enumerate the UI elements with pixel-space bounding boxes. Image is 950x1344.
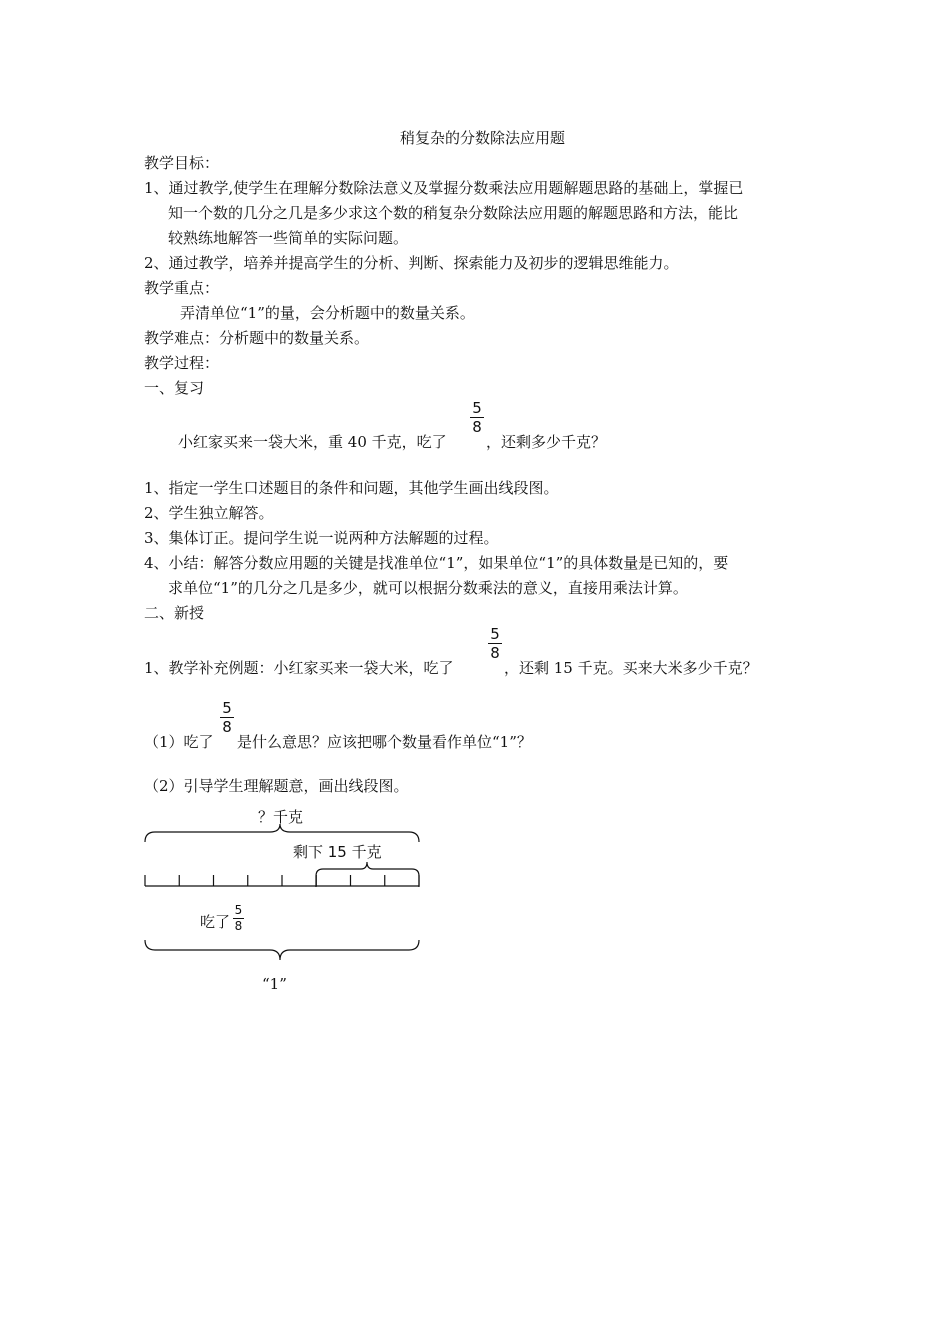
review-step-4-line-1: 4、小结：解答分数应用题的关键是找准单位“1”，如果单位“1”的具体数量是已知的，要 [144,554,729,572]
fraction-numerator: 5 [490,625,500,643]
review-step-1: 1、指定一学生口述题目的条件和问题，其他学生画出线段图。 [144,479,559,497]
example-before: 1、教学补充例题：小红家买来一袋大米，吃了 [144,659,454,677]
fraction-denominator: 8 [472,418,482,436]
diagram-total-label: ？千克 [258,808,304,826]
new-lesson-heading: 二、新授 [144,604,205,622]
review-problem-after: ，还剩多少千克？ [486,433,607,451]
question-2: （2）引导学生理解题意，画出线段图。 [144,777,409,795]
review-heading: 一、复习 [144,379,205,397]
page-title: 稍复杂的分数除法应用题 [400,129,566,147]
segment-ticks [145,875,419,886]
review-step-4-line-2: 求单位“1”的几分之几是多少，就可以根据分数乘法的意义，直接用乘法计算。 [168,579,688,597]
objective-2: 2、通过教学，培养并提高学生的分析、判断、探索能力及初步的逻辑思维能力。 [144,254,679,272]
review-problem-before: 小红家买来一袋大米，重 40 千克，吃了 [178,433,447,451]
fraction-numerator: 5 [472,399,482,417]
example-after: ，还剩 15 千克。买来大米多少千克？ [504,659,758,677]
process-heading: 教学过程： [144,354,220,372]
question-1-before: （1）吃了 [144,733,214,751]
objectives-heading: 教学目标： [144,154,220,172]
diagram-eaten-fraction [233,904,244,933]
objective-1-line-2: 知一个数的几分之几是多少求这个数的稍复杂分数除法应用题的解题思路和方法，能比 [168,204,739,222]
fraction-denominator: 8 [490,644,500,662]
objective-1-line-1: 1、通过教学,使学生在理解分数除法意义及掌握分数乘法应用题解题思路的基础上，掌握已 [144,179,744,197]
fraction-denominator: 8 [234,919,243,933]
focus-text: 弄清单位“1”的量，会分析题中的数量关系。 [180,304,475,322]
difficulty-text: 教学难点：分析题中的数量关系。 [144,329,370,347]
fraction-denominator: 8 [222,718,232,736]
diagram-whole-label: “1” [262,975,287,993]
diagram-remain-label: 剩下 15 千克 [293,843,382,861]
focus-heading: 教学重点： [144,279,220,297]
question-1-after: 是什么意思？应该把哪个数量看作单位“1”？ [237,733,532,751]
fraction-numerator: 5 [222,699,232,717]
diagram-eaten-label: 吃了 [200,913,231,931]
bottom-brace [145,940,419,960]
review-step-2: 2、学生独立解答。 [144,504,274,522]
objective-1-line-3: 较熟练地解答一些简单的实际问题。 [168,229,409,247]
remain-brace [316,862,419,887]
fraction-numerator: 5 [234,903,243,917]
review-step-3: 3、集体订正。提问学生说一说两种方法解题的过程。 [144,529,499,547]
